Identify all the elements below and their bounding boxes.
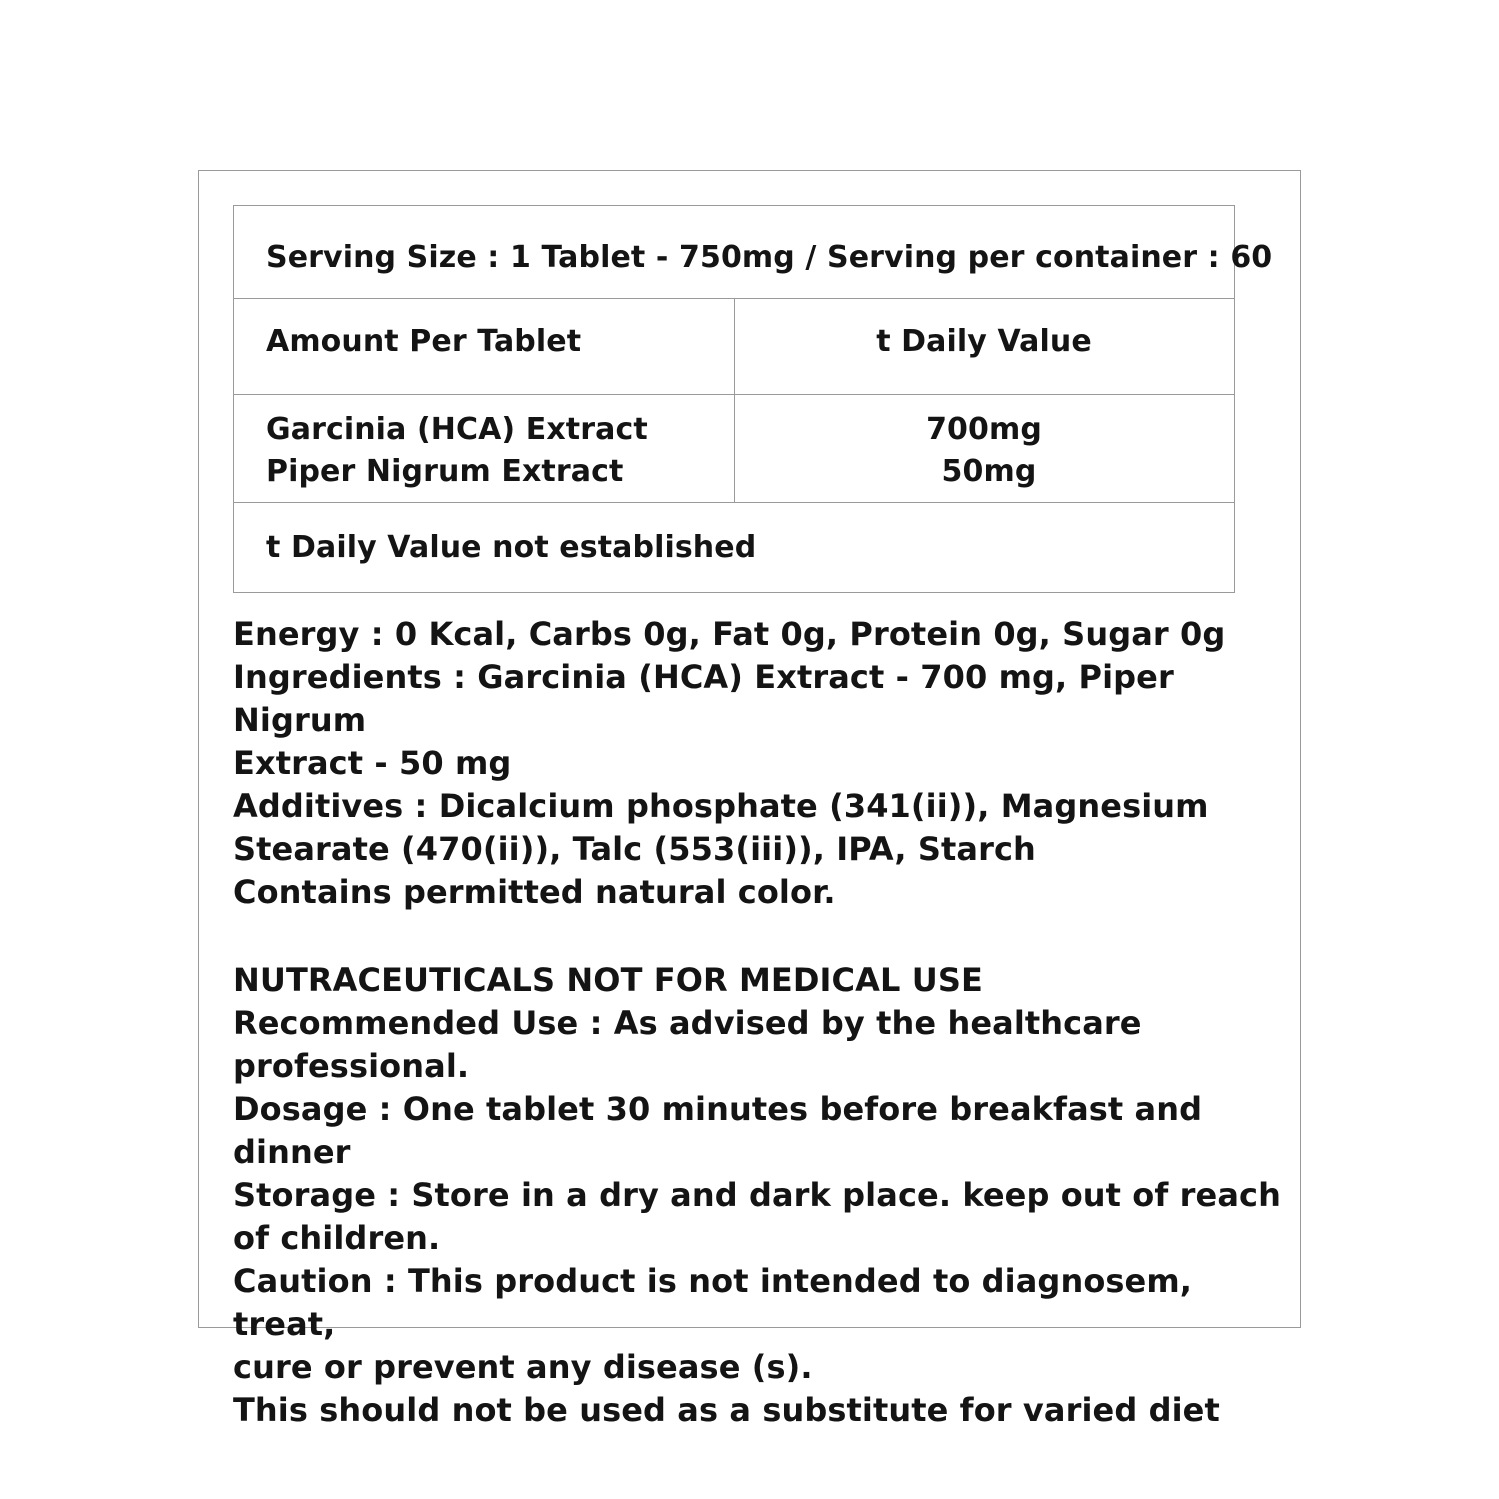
ingredients-line: Ingredients : Garcinia (HCA) Extract - 700 mg, Piper Nigrum — [233, 658, 1186, 739]
daily-value-header: t Daily Value — [876, 324, 1092, 359]
spacer — [233, 914, 1283, 959]
serving-size-text: Serving Size : 1 Tablet - 750mg / Serving per container : 60 — [266, 240, 1273, 275]
amount-per-tablet-header: Amount Per Tablet — [266, 324, 582, 359]
ingredient-name: Garcinia (HCA) Extract — [266, 412, 648, 447]
energy-line: Energy : 0 Kcal, Carbs 0g, Fat 0g, Protein 0g, Sugar 0g — [233, 615, 1226, 653]
ingredients-line: Extract - 50 mg — [233, 744, 512, 782]
caution-line: cure or prevent any disease (s). — [233, 1348, 813, 1386]
recommended-use-line: Recommended Use : As advised by the healthcare — [233, 1004, 1142, 1042]
storage-line: of children. — [233, 1219, 441, 1257]
additives-line: Stearate (470(ii)), Talc (553(iii)), IPA, Starch — [233, 830, 1036, 868]
recommended-use-line: professional. — [233, 1047, 470, 1085]
daily-value-footnote: t Daily Value not established — [266, 530, 757, 565]
supplement-facts-table — [233, 205, 1273, 593]
color-line: Contains permitted natural color. — [233, 873, 836, 911]
footnote-row — [234, 503, 1234, 592]
ingredient-name: Piper Nigrum Extract — [266, 454, 624, 489]
substitute-line: This should not be used as a substitute for varied diet — [233, 1391, 1220, 1429]
storage-line: Storage : Store in a dry and dark place. keep out of reach — [233, 1176, 1281, 1214]
ingredient-amount: 700mg — [926, 412, 1042, 447]
additives-line: Additives : Dicalcium phosphate (341(ii)), Magnesium — [233, 787, 1209, 825]
serving-row — [234, 206, 1273, 299]
product-information — [233, 613, 1283, 1432]
warning-heading: NUTRACEUTICALS NOT FOR MEDICAL USE — [233, 961, 983, 999]
ingredient-amount: 50mg — [941, 454, 1037, 489]
ingredient-amounts — [734, 409, 1234, 493]
header-row — [234, 299, 1234, 395]
dosage-line: Dosage : One tablet 30 minutes before breakfast and dinner — [233, 1090, 1214, 1171]
caution-line: Caution : This product is not intended to diagnosem, treat, — [233, 1262, 1204, 1343]
ingredient-names — [266, 409, 648, 493]
ingredient-rows — [234, 395, 1234, 503]
